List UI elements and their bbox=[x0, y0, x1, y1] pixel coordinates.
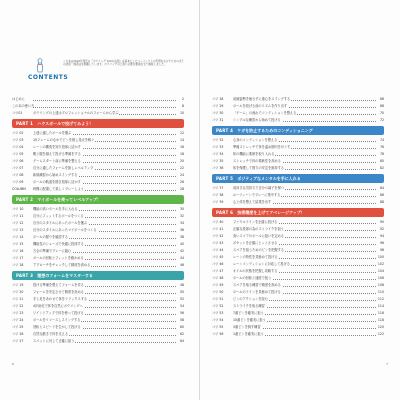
toc-row[interactable] bbox=[12, 213, 184, 220]
toc-title: ボールの回転とフィットを確かめる bbox=[33, 256, 84, 260]
toc-row[interactable] bbox=[12, 331, 184, 338]
toc-number: コツ 11 bbox=[12, 213, 33, 220]
toc-number: コツ 08 bbox=[12, 172, 33, 179]
toc-page: 82 bbox=[376, 165, 384, 172]
toc-number: コツ 40 bbox=[212, 219, 233, 226]
toc-number: コツ 51 bbox=[212, 296, 233, 303]
part-title: 理想のフォームをマスターする bbox=[37, 272, 93, 278]
toc-row[interactable] bbox=[12, 296, 184, 303]
toc-row[interactable] bbox=[212, 103, 384, 110]
part-title: ハウスボールで投げてみよう！ bbox=[37, 120, 94, 126]
toc-number: コツ 20 bbox=[12, 289, 33, 296]
toc-number: コツ 12 bbox=[12, 220, 33, 227]
toc-number: コツ 36 bbox=[212, 165, 233, 172]
toc-page: 62 bbox=[176, 331, 184, 338]
toc-title: 靴と服を揃えて投げる準備をする bbox=[33, 152, 81, 156]
toc-page: 114 bbox=[377, 304, 384, 308]
toc-number: コツ 28 bbox=[212, 96, 233, 103]
toc-number: コツ 04 bbox=[12, 144, 33, 151]
part-label: PART 4 bbox=[216, 128, 234, 133]
toc-row[interactable] bbox=[212, 219, 384, 226]
toc-title: ボールをリリースしスイングする bbox=[33, 318, 81, 322]
toc-number: コツ 14 bbox=[12, 234, 33, 241]
toc-row[interactable] bbox=[12, 186, 184, 193]
toc-page: 14 bbox=[176, 137, 184, 144]
toc-row[interactable] bbox=[12, 289, 184, 296]
toc-title: 正確な投球の為のストライクを狙う bbox=[233, 227, 284, 231]
toc-title: 4歩助走で体を自然にボウリングへ bbox=[33, 304, 83, 308]
toc-title: スパットに対して正確に狙う bbox=[33, 339, 75, 343]
toc-title: 新規練習から始めスイングする bbox=[33, 173, 78, 177]
toc-title: 心身のコンディションを整える bbox=[233, 138, 278, 142]
part-header[interactable] bbox=[12, 119, 184, 128]
toc-page: 46 bbox=[176, 262, 184, 269]
toc-row[interactable] bbox=[212, 282, 384, 289]
part-label: PART 2 bbox=[16, 197, 34, 202]
toc-title: スペアを狙うためのピンを把握する bbox=[233, 248, 284, 252]
leader-dots bbox=[12, 107, 176, 108]
toc-title: ワインドアップで体を使って投げる bbox=[33, 311, 84, 315]
toc-row[interactable] bbox=[12, 130, 184, 137]
toc-title: 7番ピンを確実に狙う bbox=[233, 311, 264, 315]
toc-row[interactable] bbox=[12, 96, 184, 103]
toc-number: コツ 06 bbox=[12, 158, 33, 165]
toc-number: コツ 21 bbox=[12, 296, 33, 303]
toc-page: 88 bbox=[376, 199, 384, 206]
toc-row[interactable] bbox=[12, 241, 184, 248]
toc-number: コツ 45 bbox=[212, 254, 233, 261]
toc-title: ゲームスタート前に準備を整える bbox=[33, 159, 81, 163]
toc-page: 26 bbox=[176, 179, 184, 186]
toc-title: ボールの軌道を描き投球に活かす bbox=[33, 180, 81, 184]
toc-page: 58 bbox=[176, 317, 184, 324]
toc-number: コツ 46 bbox=[212, 261, 233, 268]
toc-number: コツ 10 bbox=[12, 206, 33, 213]
toc-row[interactable] bbox=[212, 185, 384, 192]
toc-title: ボウリングの上達はプロフェッショナルのフォームから学ぶ bbox=[33, 111, 119, 115]
toc-title: レーンの特性を見極めて投げる bbox=[233, 255, 278, 259]
part-header[interactable] bbox=[212, 208, 384, 217]
part-title: 技術精度を上げてアベレージアップ！ bbox=[237, 209, 305, 215]
intro-text: この本は2016年発売の『ボウリング 100の法則』を基本としたパーフェクトの実現をめざすための全ての技術・練習法を網羅しています。ボウリングの上達に必要な要素を全て解説しました。 bbox=[63, 60, 185, 67]
toc-page: 90 bbox=[376, 219, 384, 226]
toc-row[interactable] bbox=[212, 158, 384, 165]
toc-page: 44 bbox=[176, 255, 184, 262]
part-header[interactable] bbox=[12, 195, 184, 204]
toc-number: コツ 07 bbox=[12, 165, 33, 172]
toc-title: 1番ピンを確実に狙う bbox=[233, 332, 264, 336]
toc-number: この本の使い方 bbox=[12, 104, 35, 108]
toc-number: コツ01 bbox=[12, 110, 33, 117]
toc-title: 前傾姿勢を崩さずに重心をスイングする bbox=[233, 97, 291, 101]
toc-page: 74 bbox=[376, 137, 384, 144]
right-toc bbox=[212, 96, 384, 338]
toc-page: 16 bbox=[176, 144, 184, 151]
toc-row[interactable] bbox=[12, 282, 184, 289]
toc-row[interactable] bbox=[12, 165, 184, 172]
toc-page: 108 bbox=[377, 283, 384, 287]
toc-page: 24 bbox=[176, 172, 184, 179]
toc-row[interactable] bbox=[212, 199, 384, 206]
toc-title: ルーティーンでプレーに集中する bbox=[233, 193, 281, 197]
toc-number: コツ 56 bbox=[212, 331, 233, 338]
toc-page: 118 bbox=[377, 318, 384, 322]
toc-number: コツ 26 bbox=[12, 331, 33, 338]
toc-title: 心と体を整えて結果を出す bbox=[233, 200, 272, 204]
toc-number: コツ 41 bbox=[212, 226, 233, 233]
toc-page: 10 bbox=[176, 110, 184, 117]
toc-number: コツ 27 bbox=[12, 338, 33, 345]
toc-title: レーンの構造を知り投球に活かす bbox=[33, 145, 81, 149]
toc-page: 106 bbox=[377, 276, 384, 280]
toc-page: 120 bbox=[377, 325, 384, 329]
toc-number: コツ 09 bbox=[12, 179, 33, 186]
toc-row[interactable] bbox=[12, 317, 184, 324]
toc-title: フォームを安定させて精度を高める bbox=[33, 290, 84, 294]
toc-row[interactable] bbox=[12, 172, 184, 179]
toc-page: 122 bbox=[377, 332, 384, 336]
toc-number: コツ 43 bbox=[212, 240, 233, 247]
toc-number: COLUMN bbox=[12, 186, 33, 193]
toc-title: 時間に配慮して楽しくプレーしよう bbox=[33, 187, 84, 191]
toc-row[interactable] bbox=[212, 96, 384, 103]
leader-dots bbox=[12, 100, 176, 101]
toc-title: 準備ストレッチで体を温め筋肉をほぐす bbox=[233, 145, 291, 149]
toc-title: 高いスコアのボールに狙いを定める bbox=[233, 234, 284, 238]
toc-page: 28 bbox=[176, 186, 184, 193]
toc-page: 66 bbox=[376, 96, 384, 103]
toc-number: コツ 39 bbox=[212, 199, 233, 206]
page-number: 6 bbox=[12, 362, 14, 366]
toc-title: 10フレームのなかでピンを倒し得点を稼ぐ bbox=[33, 138, 95, 142]
toc-title: スペアを取る練習で精度を高める bbox=[233, 283, 281, 287]
toc-page: 104 bbox=[377, 269, 384, 273]
toc-title: ストレッチで体の柔軟性を高める bbox=[233, 159, 281, 163]
toc-page: 70 bbox=[376, 110, 384, 117]
part-header[interactable] bbox=[12, 271, 184, 280]
toc-row[interactable] bbox=[212, 331, 384, 338]
toc-number: コツ 17 bbox=[12, 255, 33, 262]
toc-title: ボールを投げる前のリズムを作り出す bbox=[233, 104, 288, 108]
toc-title: ポケットを正確にヒットさせる bbox=[233, 241, 278, 245]
toc-row[interactable] bbox=[12, 234, 184, 241]
toc-row[interactable] bbox=[212, 254, 384, 261]
toc-row[interactable] bbox=[212, 137, 384, 144]
part-title: ケガを防止するためのコンディショニング bbox=[237, 127, 313, 133]
toc-number: コツ 33 bbox=[212, 144, 233, 151]
toc-number: コツ 02 bbox=[12, 130, 33, 137]
toc-number: コツ 37 bbox=[212, 185, 233, 192]
left-toc bbox=[12, 96, 184, 345]
toc-title: オイルの状態を把握し攻略する bbox=[233, 269, 278, 273]
toc-number: コツ 50 bbox=[212, 289, 233, 296]
toc-title: 投げる準備を整えてフォームを作る bbox=[33, 283, 84, 287]
toc-row[interactable] bbox=[12, 262, 184, 269]
toc-row[interactable] bbox=[212, 275, 384, 282]
toc-title: 機能性のシューズで快適に投球する bbox=[33, 242, 84, 246]
toc-title: ボールの握りを確認する bbox=[33, 235, 68, 239]
part-label: PART 6 bbox=[216, 210, 234, 215]
toc-number: コツ 18 bbox=[12, 262, 33, 269]
toc-row[interactable] bbox=[212, 192, 384, 199]
part-header[interactable] bbox=[212, 174, 384, 183]
toc-number: はじめに bbox=[12, 96, 33, 103]
toc-row[interactable] bbox=[212, 324, 384, 331]
toc-page: 60 bbox=[176, 324, 184, 331]
toc-row[interactable] bbox=[212, 151, 384, 158]
toc-title: 体を保護して筋力の安定を維持する bbox=[233, 166, 284, 170]
toc-row[interactable] bbox=[12, 324, 184, 331]
toc-page: 84 bbox=[376, 185, 384, 192]
toc-row[interactable] bbox=[212, 144, 384, 151]
toc-title: 万全の準備でプレーに臨む bbox=[33, 249, 72, 253]
toc-page: 80 bbox=[376, 158, 384, 165]
toc-row[interactable] bbox=[212, 165, 384, 172]
toc-title: 上達に適したボールを選ぶ bbox=[33, 131, 72, 135]
toc-row[interactable] bbox=[212, 268, 384, 275]
toc-title: ファウルラインを正確に投げる bbox=[233, 220, 278, 224]
toc-title: 自然な動きで体を支える bbox=[33, 332, 69, 336]
toc-number: コツ 53 bbox=[212, 310, 233, 317]
toc-number: コツ 22 bbox=[12, 303, 33, 310]
toc-page: 64 bbox=[176, 338, 184, 345]
part-label: PART 1 bbox=[16, 121, 34, 126]
toc-title: 手と足をあわせて体をリラックスする bbox=[33, 297, 88, 301]
toc-row[interactable] bbox=[12, 206, 184, 213]
toc-number: コツ 38 bbox=[212, 192, 233, 199]
toc-number: コツ 13 bbox=[12, 227, 33, 234]
toc-row[interactable] bbox=[212, 310, 384, 317]
toc-page: 8 bbox=[176, 103, 184, 110]
toc-page: 18 bbox=[176, 151, 184, 158]
toc-page: 40 bbox=[176, 241, 184, 248]
toc-page: 52 bbox=[176, 296, 184, 303]
toc-page: 96 bbox=[376, 240, 384, 247]
toc-number: コツ 15 bbox=[12, 241, 33, 248]
toc-page: 56 bbox=[176, 310, 184, 317]
toc-row[interactable] bbox=[212, 233, 384, 240]
toc-page: 12 bbox=[176, 130, 184, 137]
toc-page: 78 bbox=[376, 151, 384, 158]
toc-page: 92 bbox=[376, 226, 384, 233]
toc-row[interactable] bbox=[12, 151, 184, 158]
toc-page: 94 bbox=[376, 233, 384, 240]
toc-number: コツ 16 bbox=[12, 248, 33, 255]
toc-row[interactable] bbox=[12, 220, 184, 227]
toc-title: 自分にフィットするボールをつくる bbox=[33, 214, 84, 218]
toc-title: レーンコンディションに対応して投げる bbox=[233, 262, 290, 266]
toc-number: コツ 42 bbox=[212, 233, 233, 240]
toc-row[interactable] bbox=[12, 248, 184, 255]
toc-title: 体の機能に柔軟を取り入れる bbox=[233, 152, 275, 156]
toc-title: シンプルな練習から始めて投げる bbox=[233, 118, 281, 122]
toc-title: ストライクを取る練習 bbox=[233, 304, 265, 308]
toc-page: 116 bbox=[377, 311, 384, 315]
part-header[interactable] bbox=[212, 126, 384, 135]
toc-page: 86 bbox=[376, 192, 384, 199]
toc-number: コツ 31 bbox=[212, 117, 233, 124]
toc-page: 34 bbox=[176, 220, 184, 227]
toc-page: 76 bbox=[376, 144, 384, 151]
toc-title: ボールの回転と速度で狙う bbox=[233, 276, 272, 280]
toc-row[interactable] bbox=[212, 261, 384, 268]
toc-row[interactable] bbox=[212, 110, 384, 117]
part-title: ポジティブなメンタルを手に入れる bbox=[237, 175, 301, 181]
toc-page: 110 bbox=[377, 290, 384, 294]
toc-title: 3番ピンを倒す練習 bbox=[233, 325, 261, 329]
toc-title: 機能の高いボールを手に入れる bbox=[33, 207, 78, 211]
toc-title: 前向きな気持ちで自分の調子を保つ bbox=[233, 186, 284, 190]
toc-row[interactable] bbox=[12, 310, 184, 317]
toc-page: 20 bbox=[176, 158, 184, 165]
toc-row[interactable] bbox=[12, 144, 184, 151]
toc-page: 38 bbox=[176, 234, 184, 241]
toc-title: 「ゲーム」の流れでコンディションを整える bbox=[233, 111, 297, 115]
toc-title: 自分のスタイルにあったボールを選ぶ bbox=[33, 221, 88, 225]
toc-row[interactable] bbox=[12, 158, 184, 165]
toc-page: 32 bbox=[176, 213, 184, 220]
toc-title: 10番ピンを確実に狙う bbox=[233, 318, 266, 322]
toc-page: 48 bbox=[176, 282, 184, 289]
toc-title: 自分のスタイルにあったマイボールをつくる bbox=[33, 228, 97, 232]
toc-title: ピンのアクションを読む bbox=[233, 297, 268, 301]
toc-row[interactable] bbox=[12, 303, 184, 310]
toc-number: コツ 55 bbox=[212, 324, 233, 331]
toc-row[interactable] bbox=[12, 110, 184, 117]
toc-row[interactable] bbox=[212, 303, 384, 310]
toc-row[interactable] bbox=[12, 338, 184, 345]
toc-number: コツ 29 bbox=[212, 103, 233, 110]
toc-number: コツ 24 bbox=[12, 317, 33, 324]
toc-title: ボールのラインを見極めて投げる bbox=[233, 290, 281, 294]
toc-page: 42 bbox=[176, 248, 184, 255]
part-label: PART 3 bbox=[16, 273, 34, 278]
toc-row[interactable] bbox=[212, 240, 384, 247]
toc-row[interactable] bbox=[12, 227, 184, 234]
toc-page: 98 bbox=[376, 247, 384, 254]
toc-row[interactable] bbox=[212, 226, 384, 233]
toc-number: コツ 49 bbox=[212, 282, 233, 289]
toc-number: コツ 25 bbox=[12, 324, 33, 331]
toc-page: 72 bbox=[376, 117, 384, 124]
bowling-pin-icon bbox=[34, 58, 46, 74]
toc-page: 68 bbox=[376, 103, 384, 110]
toc-page: 30 bbox=[176, 206, 184, 213]
toc-number: コツ 35 bbox=[212, 158, 233, 165]
toc-row[interactable] bbox=[212, 117, 384, 124]
contents-title: CONTENTS bbox=[28, 74, 69, 81]
toc-row[interactable] bbox=[212, 296, 384, 303]
toc-page: 100 bbox=[377, 255, 384, 259]
toc-number: コツ 30 bbox=[212, 110, 233, 117]
toc-number: コツ 52 bbox=[212, 303, 233, 310]
toc-number: コツ 23 bbox=[12, 310, 33, 317]
toc-row[interactable] bbox=[212, 247, 384, 254]
toc-number: コツ 48 bbox=[212, 275, 233, 282]
toc-number: コツ 05 bbox=[12, 151, 33, 158]
toc-title: 回転とスピードを生かして投げる bbox=[33, 325, 81, 329]
toc-number: コツ 47 bbox=[212, 268, 233, 275]
toc-page: 54 bbox=[176, 303, 184, 310]
toc-number: コツ 44 bbox=[212, 247, 233, 254]
toc-page: 102 bbox=[377, 262, 384, 266]
toc-row[interactable] bbox=[12, 103, 184, 110]
toc-row[interactable] bbox=[12, 255, 184, 262]
toc-number: コツ 34 bbox=[212, 151, 233, 158]
toc-title: アプローチをチェックして精度を高める bbox=[33, 263, 91, 267]
toc-row[interactable] bbox=[12, 179, 184, 186]
toc-title: 自分に適したフォームを探しレベルアップ bbox=[33, 166, 94, 170]
toc-page: 36 bbox=[176, 227, 184, 234]
right-page bbox=[200, 0, 400, 400]
toc-number: コツ 54 bbox=[212, 317, 233, 324]
toc-row[interactable] bbox=[212, 317, 384, 324]
toc-page: 22 bbox=[176, 165, 184, 172]
toc-row[interactable] bbox=[212, 289, 384, 296]
toc-page: 50 bbox=[176, 289, 184, 296]
toc-number: コツ 19 bbox=[12, 282, 33, 289]
toc-number: コツ 32 bbox=[212, 137, 233, 144]
toc-row[interactable] bbox=[12, 137, 184, 144]
part-label: PART 5 bbox=[216, 176, 234, 181]
toc-number: コツ 03 bbox=[12, 137, 33, 144]
toc-page: 2 bbox=[176, 96, 184, 103]
toc-page: 112 bbox=[377, 297, 384, 301]
part-title: マイボールを使ってレベルアップ！ bbox=[37, 196, 101, 202]
page-number: 7 bbox=[386, 362, 388, 366]
